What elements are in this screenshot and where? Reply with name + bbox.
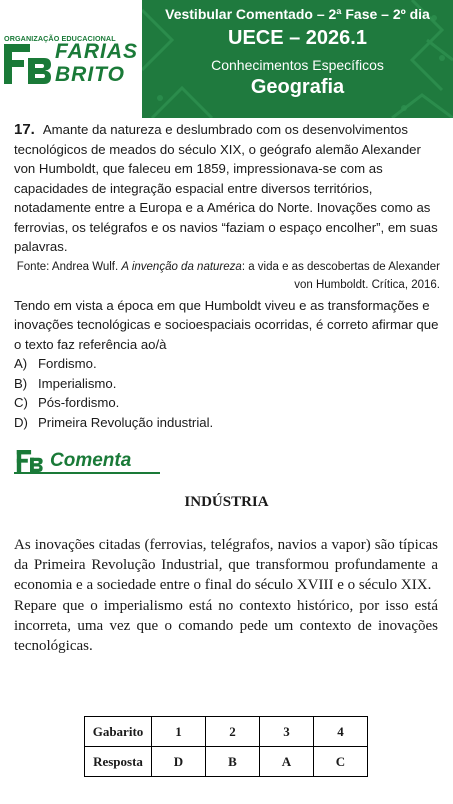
logo-word-farias: FARIAS bbox=[55, 40, 139, 63]
option-letter: C) bbox=[14, 395, 28, 410]
source-title: A invenção da natureza bbox=[121, 260, 242, 273]
table-cell: 4 bbox=[314, 717, 368, 747]
question-number: 17. bbox=[14, 121, 35, 138]
option-text: Fordismo. bbox=[38, 356, 97, 371]
question-statement bbox=[14, 120, 440, 257]
fb-logo-icon bbox=[4, 44, 52, 84]
comenta-underline bbox=[14, 472, 160, 474]
option-letter: D) bbox=[14, 414, 28, 430]
exam-area: Conhecimentos Específicos bbox=[211, 57, 384, 73]
question-text: Amante da natureza e deslumbrado com os desenvolvimentos tecnológicos de meados do século XIX, o geógrafo alemão Alexander von Humboldt, que faleceu em 1859, impressionava-se com as capacidades de integração espacial entre diversos territórios, notadamente entre a Europa e a América do Norte. Inovações como as ferrovias, os telégrafos e os navios “faziam o espaço encolher”, em suas palavras. bbox=[14, 122, 438, 254]
option-c bbox=[14, 393, 440, 413]
table-row bbox=[85, 747, 368, 777]
question-source bbox=[14, 258, 440, 294]
table-cell: A bbox=[260, 747, 314, 777]
exam-subtitle: Vestibular Comentado – 2ª Fase – 2º dia bbox=[165, 6, 430, 22]
option-text: Imperialismo. bbox=[38, 375, 117, 391]
option-b bbox=[14, 374, 440, 394]
table-cell: 3 bbox=[260, 717, 314, 747]
option-letter: B) bbox=[14, 375, 28, 391]
option-text: Pós-fordismo. bbox=[38, 395, 120, 410]
table-row bbox=[85, 717, 368, 747]
comment-paragraph-1: As inovações citadas (ferrovias, telégrafos, navios a vapor) são típicas da Primeira Revolução Industrial, que transformou profundamente a economia e a sociedade entre o final do século XVIII e o século XIX. bbox=[14, 537, 438, 594]
comment-heading: INDÚSTRIA bbox=[184, 494, 269, 510]
subject-title: Geografia bbox=[250, 76, 345, 98]
page-header bbox=[0, 0, 453, 118]
comenta-label: Comenta bbox=[50, 450, 132, 471]
fb-small-logo-icon bbox=[14, 450, 46, 472]
option-text: Primeira Revolução industrial. bbox=[38, 414, 214, 430]
option-a bbox=[14, 354, 440, 374]
comment-body bbox=[14, 535, 438, 656]
table-cell: B bbox=[206, 747, 260, 777]
table-cell: 2 bbox=[206, 717, 260, 747]
comenta-section-label bbox=[14, 450, 160, 474]
org-label: ORGANIZAÇÃO EDUCACIONAL bbox=[4, 34, 116, 43]
question-block bbox=[14, 120, 440, 432]
resposta-label: Resposta bbox=[85, 747, 152, 777]
answer-table bbox=[84, 716, 368, 777]
table-cell: 1 bbox=[152, 717, 206, 747]
gabarito-label: Gabarito bbox=[85, 717, 152, 747]
comment-paragraph-2: Repare que o imperialismo está no contexto histórico, por isso está incorreta, uma vez que o comando pede um contexto de inovações tecnológicas. bbox=[14, 597, 438, 655]
logo-word-brito: BRITO bbox=[55, 63, 125, 86]
options-list bbox=[14, 354, 440, 432]
option-letter: A) bbox=[14, 356, 28, 371]
exam-title: UECE – 2026.1 bbox=[228, 27, 367, 49]
question-command: Tendo em vista a época em que Humboldt viveu e as transformações e inovações tecnológicas e socioespaciais ocorridas, é correto afirmar que o texto faz referência ao/à bbox=[14, 297, 439, 352]
option-d bbox=[14, 413, 440, 433]
source-prefix: Fonte: Andrea Wulf. bbox=[16, 260, 122, 273]
banner-text bbox=[142, 0, 453, 118]
table-cell: D bbox=[152, 747, 206, 777]
table-cell: C bbox=[314, 747, 368, 777]
source-suffix: : a vida e as descobertas de Alexander von Humboldt. Crítica, 2016. bbox=[241, 260, 440, 291]
